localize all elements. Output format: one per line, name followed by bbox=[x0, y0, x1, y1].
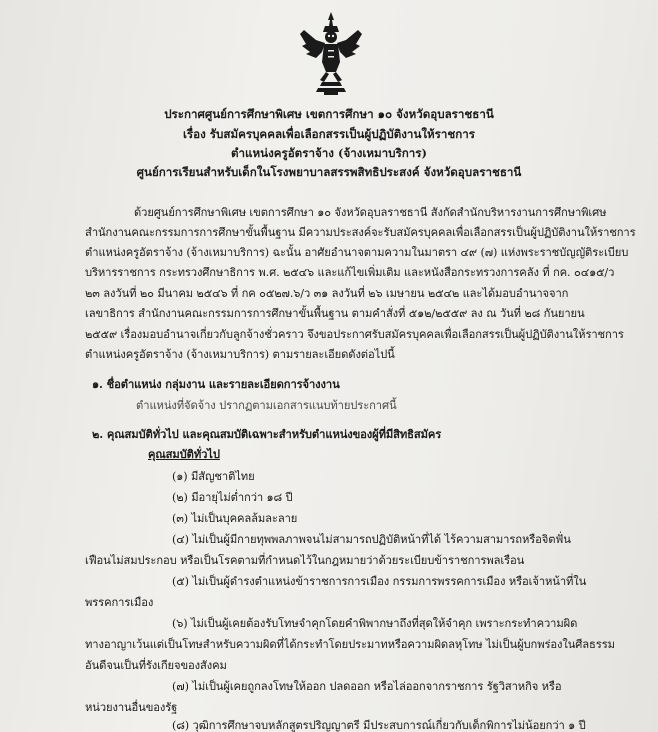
school-line: ศูนย์การเรียนสำหรับเด็กในโรงพยาบาลสรรพสิทธิประสงค์ จังหวัดอุบลราชธานี bbox=[136, 165, 522, 179]
qualification-item-continued: หน่วยงานอื่นของรัฐ bbox=[85, 701, 178, 714]
body-paragraph-line: บริหารราชการ กระทรวงศึกษาธิการ พ.ศ. ๒๕๔๖ และแก้ไขเพิ่มเติม และหนังสือกระทรวงการคลัง ที่ กค. ๐๔๑๕/ว bbox=[85, 266, 615, 279]
position-line: ตำแหน่งครูอัตราจ้าง (จ้างเหมาบริการ) bbox=[231, 146, 427, 160]
body-paragraph-line: ตำแหน่งครูอัตราจ้าง (จ้างเหมาบริการ) ฉะนั้น อาศัยอำนาจตามความในมาตรา ๔๙ (๗) แห่งพระราชบัญญัติระเบียบ bbox=[85, 246, 629, 259]
general-qualifications-heading: คุณสมบัติทั่วไป bbox=[148, 447, 220, 461]
body-paragraph-line: ๒๕๕๙ เรื่องมอบอำนาจเกี่ยวกับลูกจ้างชั่วคราว จึงขอประกาศรับสมัครบุคคลเพื่อเลือกสรรเป็นผู้ปฏิบัติงานให้ราชการ bbox=[85, 328, 624, 341]
qualification-item-continued: ทางอาญาเว้นแต่เป็นโทษสำหรับความผิดที่ได้กระทำโดยประมาทหรือความผิดลหุโทษ ไม่เป็นผู้บกพร่องในศีลธรรม bbox=[85, 638, 615, 651]
garuda-emblem bbox=[298, 10, 364, 96]
announcement-title: ประกาศศูนย์การศึกษาพิเศษ เขตการศึกษา ๑๐ จังหวัดอุบลราชธานี bbox=[164, 107, 494, 121]
qualification-item: (๕) ไม่เป็นผู้ดำรงตำแหน่งข้าราชการการเมือง กรรมการพรรคการเมือง หรือเจ้าหน้าที่ใน bbox=[172, 575, 587, 588]
qualification-item: (๗) ไม่เป็นผู้เคยถูกลงโทษให้ออก ปลดออก หรือไล่ออกจากราชการ รัฐวิสาหกิจ หรือ bbox=[172, 680, 562, 693]
qualification-item-continued: พรรคการเมือง bbox=[85, 596, 154, 609]
subject-line: เรื่อง รับสมัครบุคคลเพื่อเลือกสรรเป็นผู้ปฏิบัติงานให้ราชการ bbox=[182, 127, 476, 141]
section-1-text: ตำแหน่งที่จัดจ้าง ปรากฏตามเอกสารแนบท้ายประกาศนี้ bbox=[136, 399, 397, 412]
section-2-title: ๒. คุณสมบัติทั่วไป และคุณสมบัติเฉพาะสำหรับตำแหน่งของผู้ที่มีสิทธิสมัคร bbox=[92, 427, 442, 441]
qualification-item: (๑) มีสัญชาติไทย bbox=[172, 470, 255, 483]
body-paragraph-line: สำนักงานคณะกรรมการการศึกษาขั้นพื้นฐาน มีความประสงค์จะรับสมัครบุคคลเพื่อเลือกสรรเป็นผู้ปฏิบัติงานให้ราชการ bbox=[85, 226, 636, 239]
body-paragraph-line: เลขาธิการ สำนักงานคณะกรรมการการศึกษาขั้นพื้นฐาน ตามคำสั่งที่ ๕๑๒/๒๕๕๙ ลง ณ วันที่ ๒๘ กันยายน bbox=[85, 307, 585, 320]
qualification-item: (๖) ไม่เป็นผู้เคยต้องรับโทษจำคุกโดยคำพิพากษาถึงที่สุดให้จำคุก เพราะกระทำความผิด bbox=[172, 617, 578, 630]
qualification-item: (๓) ไม่เป็นบุคคลล้มละลาย bbox=[172, 512, 298, 525]
qualification-item: (๒) มีอายุไม่ต่ำกว่า ๑๘ ปี bbox=[172, 491, 293, 504]
qualification-item-continued: เฟือนไม่สมประกอบ หรือเป็นโรคตามที่กำหนดไว้ในกฎหมายว่าด้วยระเบียบข้าราชการพลเรือน bbox=[85, 554, 525, 567]
body-paragraph-line: ตำแหน่งครูอัตราจ้าง (จ้างเหมาบริการ) ตามรายละเอียดดังต่อไปนี้ bbox=[85, 348, 395, 361]
qualification-item: (๔) ไม่เป็นผู้มีกายทุพพลภาพจนไม่สามารถปฏิบัติหน้าที่ได้ ไร้ความสามารถหรือจิตฟั่น bbox=[172, 533, 571, 546]
qualification-item: (๘) วุฒิการศึกษาจบหลักสูตรปริญญาตรี มีประสบการณ์เกี่ยวกับเด็กพิการไม่น้อยกว่า ๑ ปี bbox=[172, 719, 586, 732]
body-paragraph-line: ๒๓ ลงวันที่ ๒๐ มีนาคม ๒๕๔๖ ที่ กค ๐๕๒๗.๖/ว ๓๑ ลงวันที่ ๒๖ เมษายน ๒๕๔๒ และได้มอบอำนาจจาก bbox=[85, 287, 569, 300]
section-1-title: ๑. ชื่อตำแหน่ง กลุ่มงาน และรายละเอียดการจ้างงาน bbox=[92, 377, 340, 391]
body-paragraph-line: ด้วยศูนย์การศึกษาพิเศษ เขตการศึกษา ๑๐ จังหวัดอุบลราชธานี สังกัดสำนักบริหารงานการศึกษาพิเศษ bbox=[134, 206, 607, 219]
qualification-item-continued: อันดีจนเป็นที่รังเกียจของสังคม bbox=[85, 659, 227, 672]
